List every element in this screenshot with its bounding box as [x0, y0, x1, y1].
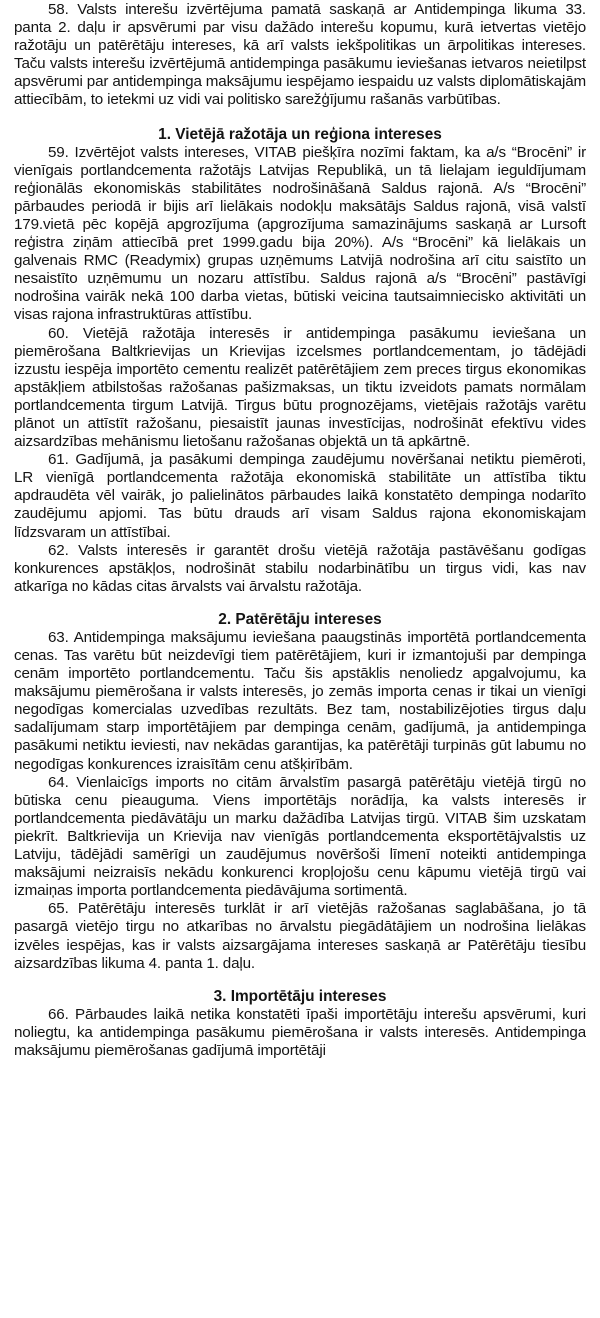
paragraph-text: Antidempinga maksājumu ieviešana paaugstinās importētā portlandcementa cenas. Tas varētu būt neizdevīgi tiem patērētājiem, kuri ir izmantojuši par dempinga cenām importēto portlandcementu. Taču šis apstāklis nenoliedz apgalvojumu, ka maksājumu piemērošana ir valsts interesēs, jo zemās importa cenas ir tikai un vienīgi negodīgas komercialas uzvedības rezultāts. Bez tam, nostabilizējoties tirgus daļu sadalījumam starp importētājiem par dempinga cenām, gadījumā, ja antidempinga pasākumi netiktu ieviesti, nav nekādas garantijas, ka patērētāji turpinās gūt labumu no negodīgas konkurences izraisītām cenu atšķirībām.	[14, 628, 586, 773]
paragraph-number: 65.	[48, 900, 69, 918]
paragraph-number: 61.	[48, 451, 69, 469]
paragraph-58	[14, 1, 586, 110]
paragraph-text: Vietējā ražotāja interesēs ir antidempinga pasākumu ieviešana un piemērošana Baltkrievijas un Krievijas izcelsmes portlandcementam, jo tādējādi izzustu iespēja importēto cementu realizēt patērētājiem zem preces tirgus ekonomikas apstākļiem atbilstošas ražošanas pašizmaksas, un tiktu izveidots pamats normālam portlandcementa tirgum Latvijā. Tirgus būtu prognozējams, vietējais ražotājs varētu plānot un attīstīt ražošanu, piesaistīt jaunas investīcijas, nodrošināt efektīvu vides aizsardzības mehānismu lietošanu ražošanas objektā un tā apkārtnē.	[14, 324, 586, 451]
paragraph-61	[14, 451, 586, 541]
paragraph-number: 59.	[48, 143, 69, 161]
paragraph-text: Vienlaicīgs imports no citām ārvalstīm pasargā patērētāju vietējā tirgū no būtiska cenu pieauguma. Viens importētājs norādīja, ka valsts interesēs ir portlandcementa piedāvātāju un marku dažādība Latvijas tirgū. VITAB šim uzskatam piekrīt. Baltkrievija un Krievija nav vienīgās portlandcementa eksportētājvalstis uz Latviju, tādējādi samērīgi un zaudējumus novēršoši līmenī noteikti antidempinga maksājumi neizraisīs nekādu konkurenci kropļojošu cenu kāpumu vietējā tirgū vai izmaiņas importa portlandcementa piedāvājuma sortimentā.	[14, 773, 586, 900]
paragraph-text: Valsts interešu izvērtējuma pamatā saskaņā ar Antidempinga likuma 33. panta 2. daļu ir apsvērumi par visu dažādo interešu kopumu, kurā ietvertas vietējo ražotāju un patērētāju intereses, kā arī valsts iekšpolitikas un ārpolitikas intereses. Taču valsts interešu izvērtējumā antidempinga pasākumu ieviešanas ietvaros neietilpst apsvērumi par antidempinga maksājumu iespējamo iespaidu uz valsts diplomātiskajām attiecībām, to ietekmi uz vidi vai politisko sarežģījumu rašanās varbūtības.	[14, 1, 586, 109]
paragraph-number: 64.	[48, 773, 69, 791]
paragraph-number: 60.	[48, 324, 69, 342]
paragraph-63	[14, 629, 586, 774]
section-heading-consumers: 2. Patērētāju intereses	[218, 610, 382, 628]
paragraph-60	[14, 325, 586, 452]
paragraph-65	[14, 900, 586, 972]
section-heading-local-producer: 1. Vietējā ražotāja un reģiona intereses	[158, 125, 442, 143]
document-page	[14, 0, 586, 1318]
paragraph-text: Gadījumā, ja pasākumi dempinga zaudējumu novēršanai netiktu piemēroti, LR vienīgā portlandcementa ražotāja ekonomiskā stabilitāte un attīstība tiktu apdraudēta vēl vairāk, jo palielinātos pārbaudes laikā konstatēto dempinga nodarīto zaudējumu apjomi. Tas būtu drauds arī visam Saldus rajona ekonomiskajam līdzsvaram un attīstībai.	[14, 451, 586, 541]
paragraph-text: Izvērtējot valsts intereses, VITAB piešķīra nozīmi faktam, ka a/s “Brocēni” ir vienīgais portlandcementa ražotājs Latvijas Republikā, un tā lielajam ieguldījumam reģionālās ekonomiskās stabilitātes nodrošināšanā Saldus rajonā. A/s “Brocēni” pārbaudes periodā ir bijis arī lielākais nodokļu maksātājs Saldus rajonā, visā valstī 179.vietā pēc kopējā apgrozījuma (apgrozījuma samazinājums saskaņā ar Lursoft reģistra ziņām attiecībā pret 1999.gadu bija 20%). A/s “Brocēni” kā lielākais un galvenais RMC (Readymix) grupas uzņēmums Latvijā nodrošina arī citu saistīto un nesaistīto uzņēmumu un nozaru attīstību. Saldus rajonā a/s “Brocēni” pastāvīgi nodrošina vairāk nekā 100 darba vietas, būtiski veicina tautsaimniecisko aktivitāti un visas rajona infrastruktūras attīstību.	[14, 143, 586, 324]
paragraph-66	[14, 1006, 586, 1060]
paragraph-64	[14, 774, 586, 901]
paragraph-59	[14, 144, 586, 325]
paragraph-number: 63.	[48, 628, 69, 646]
paragraph-number: 62.	[48, 541, 69, 559]
paragraph-text: Pārbaudes laikā netika konstatēti īpaši importētāju interešu apsvērumi, kuri noliegtu, ka antidempinga pasākumu piemērošana ir valsts interesēs. Antidempinga maksājumu piemērošanas gadījumā importētāji	[14, 1005, 586, 1059]
paragraph-text: Patērētāju interesēs turklāt ir arī vietējās ražošanas saglabāšana, jo tā pasargā vietējo tirgu no atkarības no ārvalstu piegādātājiem un nodrošina lielākas izvēles iespējas, kas ir valsts aizsargājama intereses saskaņā ar Patērētāju tiesību aizsardzības likuma 4. panta 1. daļu.	[14, 900, 586, 972]
paragraph-62	[14, 542, 586, 596]
paragraph-number: 66.	[48, 1005, 69, 1023]
paragraph-text: Valsts interesēs ir garantēt drošu vietējā ražotāja pastāvēšanu godīgas konkurences apstākļos, nodrošināt stabilu nodarbinātību un tirgus vidi, kas nav atkarīga no kādas citas ārvalsts vai ārvalstu ražotāja.	[14, 541, 586, 595]
paragraph-number: 58.	[48, 1, 69, 18]
section-heading-importers: 3. Importētāju intereses	[213, 987, 387, 1005]
